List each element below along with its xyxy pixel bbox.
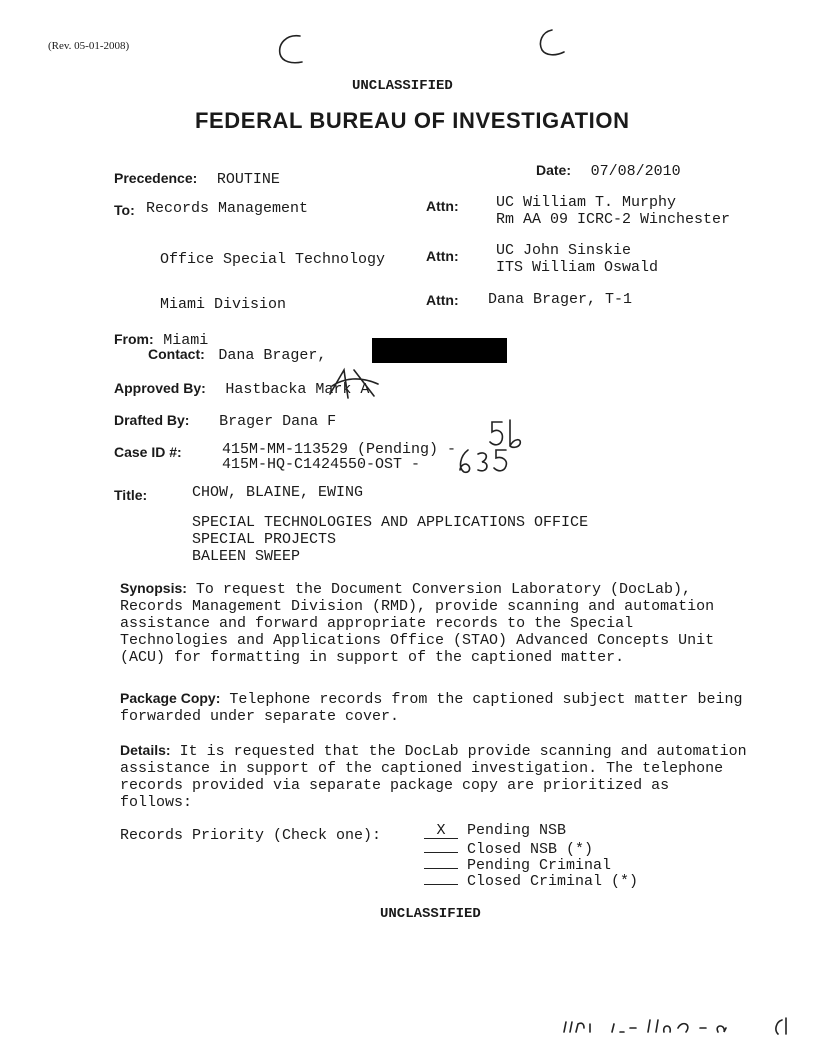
check-blank: [424, 838, 458, 853]
check-blank: X: [424, 824, 458, 839]
synopsis-paragraph: [120, 580, 750, 666]
approved-value: Hastbacka Mark A: [225, 381, 370, 398]
title-line: SPECIAL TECHNOLOGIES AND APPLICATIONS OFFICE: [192, 514, 589, 531]
attn-label: Attn:: [426, 292, 459, 308]
priority-option-closed-criminal: [424, 870, 638, 890]
title-label: Title:: [114, 487, 148, 503]
details-label: Details:: [120, 742, 171, 758]
attn-label: Attn:: [426, 198, 459, 214]
details-text: It is requested that the DocLab provide scanning and automation assistance in support of the captioned investigation. The telephone records provided via separate package copy are prioritized as follows:: [120, 743, 747, 811]
attn-label: Attn:: [426, 248, 459, 264]
details-paragraph: [120, 742, 750, 811]
to-label: To:: [114, 202, 135, 218]
attn-line: UC William T. Murphy: [496, 194, 677, 211]
attn-line: UC John Sinskie: [496, 242, 632, 259]
check-blank: [424, 870, 458, 885]
synopsis-label: Synopsis:: [120, 580, 187, 596]
package-copy-paragraph: [120, 690, 750, 725]
recipient-records-management: Records Management: [146, 200, 309, 217]
recipient-miami-division: Miami Division: [160, 296, 287, 313]
attn-line: ITS William Oswald: [496, 259, 659, 276]
priority-option-label: Pending Criminal: [467, 857, 612, 874]
handwritten-c-left: [272, 30, 312, 70]
precedence-label: Precedence:: [114, 170, 198, 186]
agency-title: FEDERAL BUREAU OF INVESTIGATION: [195, 108, 630, 133]
case-id-line: 415M-MM-113529 (Pending) -: [222, 441, 457, 458]
drafted-value: Brager Dana F: [219, 413, 337, 430]
classification-top: UNCLASSIFIED: [352, 78, 453, 94]
classification-bottom: UNCLASSIFIED: [380, 906, 481, 922]
date-label: Date:: [536, 162, 572, 178]
approved-label: Approved By:: [114, 380, 206, 396]
precedence-value: ROUTINE: [216, 171, 280, 188]
recipient-office-special-technology: Office Special Technology: [160, 251, 386, 268]
redaction-box: [372, 338, 507, 363]
priority-option-label: Closed NSB (*): [467, 841, 594, 858]
revision-label: (Rev. 05-01-2008): [48, 40, 130, 52]
handwritten-c-right: [532, 26, 572, 62]
priority-option-label: Closed Criminal (*): [467, 873, 639, 890]
title-line: SPECIAL PROJECTS: [192, 531, 337, 548]
check-blank: [424, 854, 458, 869]
from-value: Miami: [163, 332, 209, 349]
handwritten-file-code-635: [452, 446, 522, 478]
drafted-row: [114, 412, 336, 430]
handwritten-initials: [324, 364, 384, 404]
date-row: [536, 162, 681, 180]
case-id-line: 415M-HQ-C1424550-OST -: [222, 456, 421, 473]
package-copy-text: Telephone records from the captioned subject matter being forwarded under separate cover.: [120, 691, 743, 725]
attn-line: Dana Brager, T-1: [488, 291, 633, 308]
contact-value: Dana Brager,: [218, 347, 327, 364]
date-value: 07/08/2010: [590, 163, 681, 180]
records-priority-label: Records Priority (Check one):: [120, 827, 382, 844]
title-line: BALEEN SWEEP: [192, 548, 301, 565]
handwritten-bottom-notation: [560, 1010, 800, 1040]
contact-row: [148, 346, 326, 364]
precedence-row: [114, 170, 280, 188]
case-id-label: Case ID #:: [114, 444, 182, 460]
from-label: From:: [114, 331, 154, 347]
title-line: CHOW, BLAINE, EWING: [192, 484, 364, 501]
priority-option-label: Pending NSB: [467, 822, 567, 839]
drafted-label: Drafted By:: [114, 412, 190, 428]
attn-line: Rm AA 09 ICRC-2 Winchester: [496, 211, 731, 228]
contact-label: Contact:: [148, 346, 205, 362]
priority-option-pending-nsb: [424, 822, 566, 839]
synopsis-text: To request the Document Conversion Laboratory (DocLab), Records Management Division (RMD), provide scanning and automation assistance and forward appropriate records to the Special Technologies and Applications Office (STAO) Advanced Concepts Unit (ACU) for formatting in support of the captioned matter.: [120, 581, 715, 666]
package-copy-label: Package Copy:: [120, 690, 221, 706]
